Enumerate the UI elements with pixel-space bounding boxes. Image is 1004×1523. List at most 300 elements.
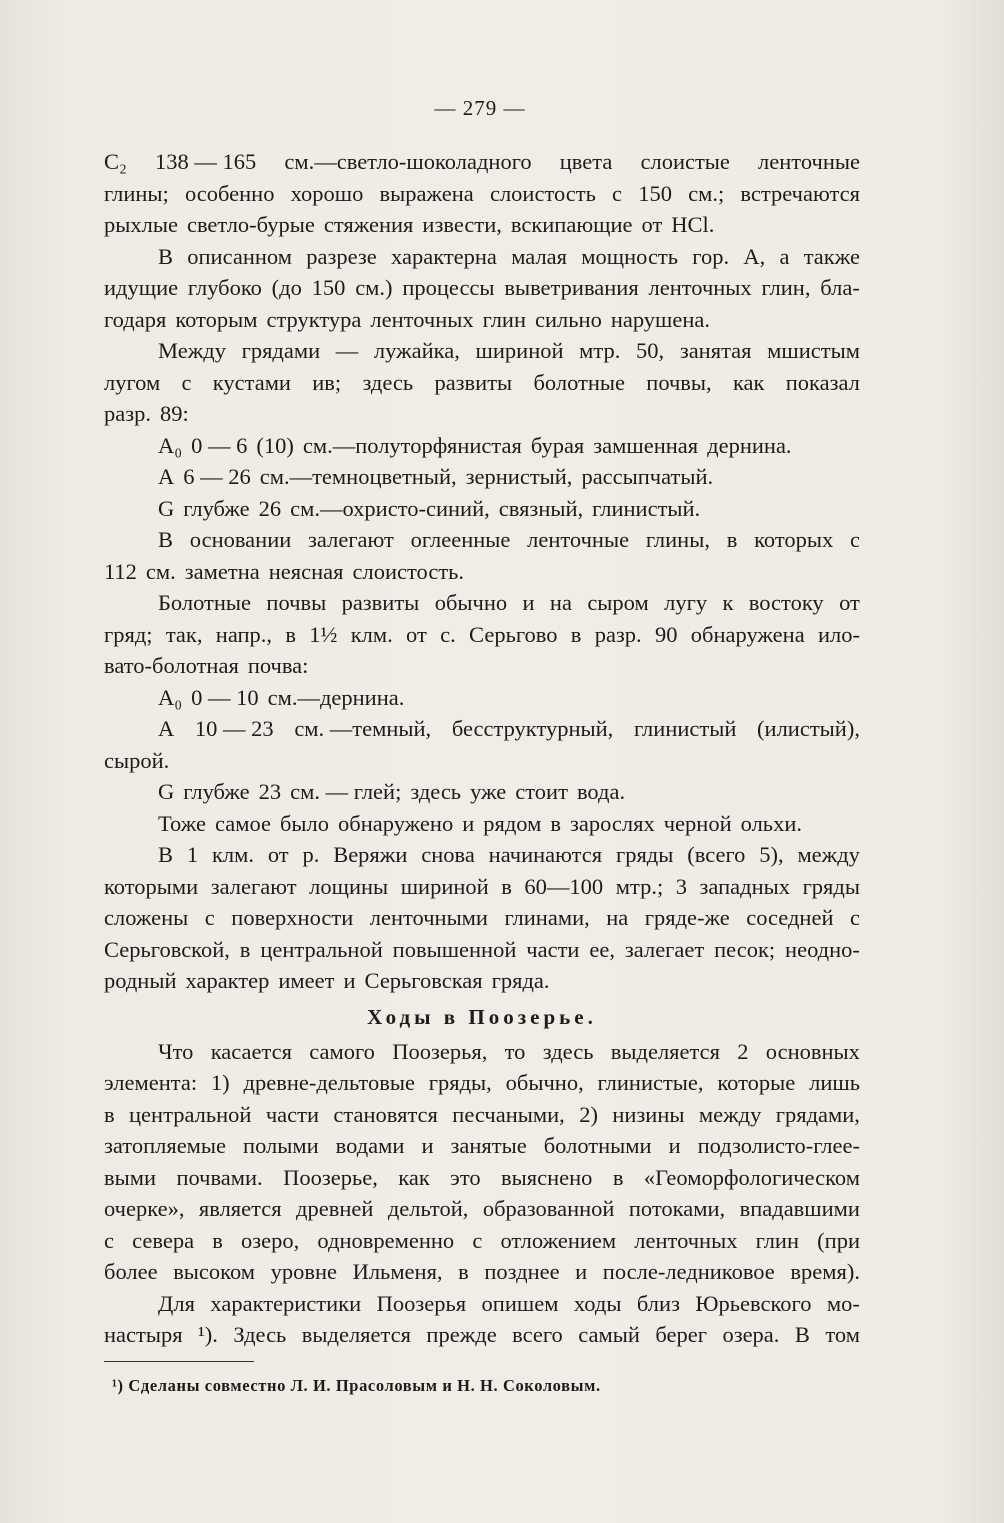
word: 2) [579, 1101, 598, 1127]
word: с. [440, 621, 456, 647]
word: описанном [187, 243, 292, 269]
text-line [104, 682, 860, 714]
word: обычно, [505, 1070, 584, 1095]
word: на [549, 590, 572, 615]
text-line [104, 934, 860, 966]
word: мшистым [767, 338, 860, 363]
text-block-poozerye [104, 1036, 860, 1351]
word: уже [470, 779, 507, 804]
word: элемента: [104, 1070, 198, 1095]
word: встречаются [740, 180, 860, 206]
word: ее, [589, 936, 615, 962]
word: Поозерья [376, 1290, 467, 1316]
word: обнаружена [690, 621, 805, 647]
word: песок; [714, 936, 776, 962]
word: стяжения [323, 212, 414, 237]
word: между [797, 842, 860, 867]
word: с [472, 1227, 483, 1253]
text-line [104, 776, 860, 808]
word: рядом [483, 810, 542, 836]
word: в [212, 1227, 223, 1253]
text-line [104, 650, 860, 682]
word: A [158, 464, 175, 489]
word: 1½ [309, 621, 338, 647]
word: (илистый), [757, 716, 860, 741]
word: озеро, [241, 1227, 300, 1253]
word: развиты [341, 590, 420, 615]
word: см. — глей; [290, 779, 402, 804]
word: ленточные [527, 527, 630, 552]
word: залегает [624, 936, 705, 962]
word: «Геоморфологическом [643, 1164, 860, 1190]
word: между [698, 1101, 762, 1127]
word: низины [612, 1101, 685, 1127]
word: бурая [530, 432, 585, 458]
word: дернина. [707, 432, 792, 458]
word: выражена [379, 180, 474, 206]
word: слоистость [489, 180, 596, 206]
word: нарушена. [610, 306, 711, 332]
word: глинистые, [597, 1070, 704, 1095]
word: части [265, 1101, 320, 1127]
word: рассыпчатый. [581, 464, 714, 489]
word: в [570, 621, 582, 647]
text-line [104, 871, 860, 903]
word: глин [482, 306, 527, 332]
word: глины; [104, 180, 169, 206]
word: полыми [243, 1133, 319, 1158]
text-line [104, 524, 860, 556]
word: касается [210, 1038, 292, 1064]
word: 3 [675, 873, 687, 899]
word: песчаными, [452, 1101, 565, 1127]
word: Юрьевского [695, 1290, 812, 1316]
word: В [794, 1322, 810, 1347]
word: близ [636, 1290, 680, 1316]
word: светло-бурые [186, 212, 315, 237]
word: шириной [475, 338, 564, 363]
word: Серьговской, [104, 936, 230, 962]
word: грядами [241, 338, 321, 363]
word: время). [790, 1259, 860, 1284]
text-line [104, 398, 860, 430]
word: 23 [258, 779, 282, 804]
word: характеристики [210, 1290, 362, 1316]
word: в [612, 1164, 624, 1190]
word: как [398, 1164, 430, 1190]
word: было [279, 810, 330, 836]
text-block-soil-sections [104, 146, 860, 997]
word: Что [158, 1038, 194, 1064]
word: в [458, 1259, 469, 1284]
word: основных [765, 1038, 860, 1064]
word: подзолисто-глее- [697, 1133, 860, 1158]
word: см.—полуторфянистая [302, 432, 522, 458]
word: западных [699, 873, 791, 899]
word: всего [512, 1322, 563, 1347]
word: глинистый. [592, 495, 701, 521]
word: глубже [183, 779, 250, 804]
word: занятые [450, 1133, 527, 1158]
section-heading: Ходы в Поозерье. [367, 1004, 597, 1029]
word: Для [158, 1290, 195, 1316]
word: родный [104, 968, 177, 993]
word: выяснено [501, 1164, 593, 1190]
word: поверхности [231, 905, 354, 930]
word: озера. [722, 1322, 780, 1347]
word: см.—светло-шоколадного [284, 149, 532, 174]
word: самого [309, 1038, 375, 1064]
word: см.—дернина. [267, 684, 405, 710]
word: гряде-же [644, 905, 730, 930]
word: части [526, 936, 580, 962]
word: ив; [312, 369, 342, 395]
word: гряды [615, 842, 674, 867]
word: самый [578, 1322, 640, 1347]
word: гряды, [428, 1070, 492, 1095]
word: (всего [687, 842, 746, 867]
word: лишь [809, 1070, 860, 1095]
word: выделяется [301, 1322, 411, 1347]
word: грядами, [775, 1101, 860, 1127]
word: сильно [535, 306, 602, 332]
word: повышенной [392, 936, 517, 962]
word: бесструктурный, [451, 716, 614, 741]
word: черной [663, 810, 732, 836]
text-line [104, 745, 860, 777]
word: от [267, 842, 289, 867]
word: малая [511, 243, 568, 269]
word: является [198, 1196, 282, 1221]
word: 89: [160, 401, 189, 426]
word: имеет [278, 968, 335, 993]
word: ленточных [370, 306, 474, 332]
word: годаря [104, 306, 167, 332]
word: 150 [638, 180, 672, 206]
word: характерна [391, 243, 497, 269]
text-line [104, 178, 860, 210]
word: ленточные [758, 149, 860, 174]
text-line [104, 272, 860, 304]
word: заметна [184, 558, 260, 584]
text-line [104, 808, 860, 840]
word: впадавшими [739, 1196, 860, 1221]
word: том [825, 1322, 860, 1347]
word: высоком [173, 1259, 256, 1284]
word: Поозерье, [283, 1164, 378, 1190]
word: глубже [183, 495, 250, 521]
word: центральной [129, 1101, 252, 1127]
word: процессы [402, 275, 495, 300]
word: см.; [688, 180, 725, 206]
word: сыром [587, 590, 649, 615]
word: структура [266, 306, 362, 332]
word: обнаружено [338, 810, 454, 836]
word: настыря [104, 1322, 183, 1347]
word: мощность [581, 243, 679, 269]
text-line [104, 1225, 860, 1257]
word: гряды [802, 873, 860, 899]
word: 150 [311, 275, 346, 300]
word: показал [785, 369, 860, 395]
word: здесь [410, 779, 462, 804]
word: 1) [210, 1070, 230, 1095]
word: развиты [434, 369, 513, 395]
word: цвета [559, 149, 613, 174]
word: В [158, 243, 174, 269]
word: дельтой, [387, 1196, 469, 1221]
text-line [104, 430, 860, 462]
word: разр. [104, 401, 151, 426]
text-line [104, 713, 860, 745]
footnote-divider [104, 1361, 254, 1362]
word: (10) [256, 432, 294, 458]
word: с [204, 905, 215, 930]
word: залегают [308, 527, 394, 552]
word: 10 — 23 [194, 716, 274, 741]
word: становятся [333, 1101, 438, 1127]
word: разрезе [306, 243, 377, 269]
word: востоку [748, 590, 824, 615]
word: то [504, 1038, 526, 1064]
word: глин [755, 1227, 800, 1253]
word: ленточных [634, 1227, 738, 1253]
word: слоистость. [352, 558, 465, 584]
word: уровне [270, 1259, 337, 1284]
word: Серьгово [469, 621, 558, 647]
word: глубоко [187, 275, 262, 300]
word: характер [185, 968, 270, 993]
word: сложены [104, 905, 189, 930]
text-line [104, 1130, 860, 1162]
word: здесь [542, 1038, 594, 1064]
word: Поозерья, [392, 1038, 488, 1064]
text-line [104, 1288, 860, 1320]
word: HCl. [671, 212, 715, 237]
word: севера [132, 1227, 195, 1253]
word: с [612, 180, 623, 206]
word: идущие [104, 275, 179, 300]
word: неясная [268, 558, 344, 584]
text-line [104, 461, 860, 493]
word: клм. [350, 621, 393, 647]
word: G [158, 779, 175, 804]
word: A₀ [158, 432, 183, 458]
word: почвы [266, 590, 327, 615]
text-line [104, 1067, 860, 1099]
word: зарослях [569, 810, 655, 836]
word: образованной [482, 1196, 615, 1221]
text-line [104, 304, 860, 336]
word: здесь [362, 369, 414, 395]
word: древне-дельтовые [243, 1070, 415, 1095]
text-line [104, 1162, 860, 1194]
word: сырой. [104, 747, 170, 773]
word: A [158, 716, 175, 741]
word: глинами, [504, 905, 590, 930]
word: в [550, 810, 561, 836]
word: В [158, 842, 174, 867]
text-line [104, 1036, 860, 1068]
word: шириной [400, 873, 489, 899]
word: лугу [664, 590, 708, 615]
word: особенно [184, 180, 275, 206]
word: (до [271, 275, 302, 300]
word: основании [189, 527, 292, 552]
word: глинистый [633, 716, 737, 741]
word: почвы, [646, 369, 712, 395]
word: неодно- [785, 936, 860, 962]
word: разр. [594, 621, 642, 647]
text-line [104, 209, 860, 241]
page-body-text [104, 146, 860, 1401]
page-number: — 279 — [434, 96, 526, 120]
word: которым [175, 306, 258, 332]
text-line [104, 965, 860, 997]
word: к [722, 590, 734, 615]
text-line [104, 146, 860, 178]
word: выми [104, 1164, 157, 1190]
word: которые [717, 1070, 796, 1095]
word: мо- [826, 1290, 860, 1316]
word: выветривания [504, 275, 639, 300]
word: см. [145, 558, 176, 584]
word: 26 [258, 495, 282, 521]
word: залегают [210, 873, 297, 899]
word: 112 [104, 558, 137, 584]
word: 0 — 6 [191, 432, 248, 458]
word: 0 — 10 [191, 684, 259, 710]
text-line [104, 1319, 860, 1351]
word: напр., [215, 621, 273, 647]
word: ило- [817, 621, 860, 647]
word: 2 [737, 1038, 749, 1064]
word: и [462, 810, 475, 836]
word: водами [335, 1133, 405, 1158]
word: связный, [498, 495, 584, 521]
word: Ильменя, [352, 1259, 443, 1284]
word: A₀ [158, 684, 183, 710]
word: выделяется [610, 1038, 720, 1064]
word: ходы [573, 1290, 622, 1316]
word: с [181, 369, 192, 395]
word: вода. [576, 779, 626, 804]
word: которыми [104, 873, 199, 899]
word: как [732, 369, 765, 395]
word: 1 [186, 842, 199, 867]
word: с [849, 527, 860, 552]
word: В [158, 527, 174, 552]
text-line [104, 241, 860, 273]
word: и [421, 1133, 434, 1158]
word: потоками, [628, 1196, 726, 1221]
word: от [406, 621, 427, 647]
word: отложением [500, 1227, 617, 1253]
word: также [803, 243, 860, 269]
word: более [104, 1259, 158, 1284]
word: мтр. [579, 338, 621, 363]
text-line [104, 367, 860, 399]
text-line [104, 493, 860, 525]
word: Тоже [158, 810, 206, 836]
word: с [104, 1227, 114, 1253]
word: после-ледниковое [602, 1259, 775, 1284]
word: 5), [759, 842, 784, 867]
word: замшенная [593, 432, 699, 458]
word: (при [817, 1227, 860, 1253]
word: гор. [692, 243, 730, 269]
word: болотными [543, 1133, 652, 1158]
footnote: ¹) Сделаны совместно Л. И. Прасоловым и Н. Н. Соколовым. [112, 1375, 601, 1395]
word: почвами. [176, 1164, 263, 1190]
word: в [285, 621, 296, 647]
word: в [726, 527, 738, 552]
word: хорошо [290, 180, 364, 206]
word: и [522, 590, 535, 615]
word: позднее [484, 1259, 560, 1284]
word: Здесь [233, 1322, 287, 1347]
word: извести, [422, 212, 502, 237]
word: почва: [247, 653, 309, 678]
word: лужайка, [373, 338, 460, 363]
word: см.—охристо-синий, [290, 495, 490, 521]
word: болотные [533, 369, 626, 395]
word: ленточных [648, 275, 752, 300]
word: ленточными [369, 905, 488, 930]
word: лугом [104, 369, 161, 395]
word: А, [743, 243, 766, 269]
word: Болотные [158, 590, 252, 615]
word: вато-болотная [104, 653, 239, 678]
word: бла- [820, 275, 860, 300]
word: глины, [645, 527, 710, 552]
word: снова [421, 842, 475, 867]
text-line [104, 556, 860, 588]
word: см. —темный, [294, 716, 432, 741]
word: гряд; [104, 621, 153, 647]
word: с [849, 905, 860, 930]
word: 50, [636, 338, 665, 363]
word: прежде [426, 1322, 497, 1347]
text-line [104, 335, 860, 367]
word: центральной [260, 936, 383, 962]
word: 6 — 26 [183, 464, 251, 489]
word: Веряжи [333, 842, 408, 867]
word: лощины [309, 873, 389, 899]
word: G [158, 495, 175, 521]
word: так, [165, 621, 203, 647]
text-line [104, 1099, 860, 1131]
word: опишем [481, 1290, 559, 1316]
text-line [104, 1256, 860, 1288]
word: — [335, 338, 359, 363]
word: которых [754, 527, 834, 552]
word: слоистые [640, 149, 730, 174]
word: 90 [654, 621, 678, 647]
word: оглеенные [410, 527, 511, 552]
word: гряда. [491, 968, 550, 993]
word: вскипающие [510, 212, 633, 237]
word: берег [655, 1322, 707, 1347]
word: ольхи. [740, 810, 802, 836]
word: от [839, 590, 860, 615]
word: в [104, 1101, 115, 1127]
word: рыхлые [104, 212, 178, 237]
word: и [575, 1259, 588, 1284]
text-line [104, 902, 860, 934]
word: Между [158, 338, 226, 363]
word: 60—100 [524, 873, 604, 899]
